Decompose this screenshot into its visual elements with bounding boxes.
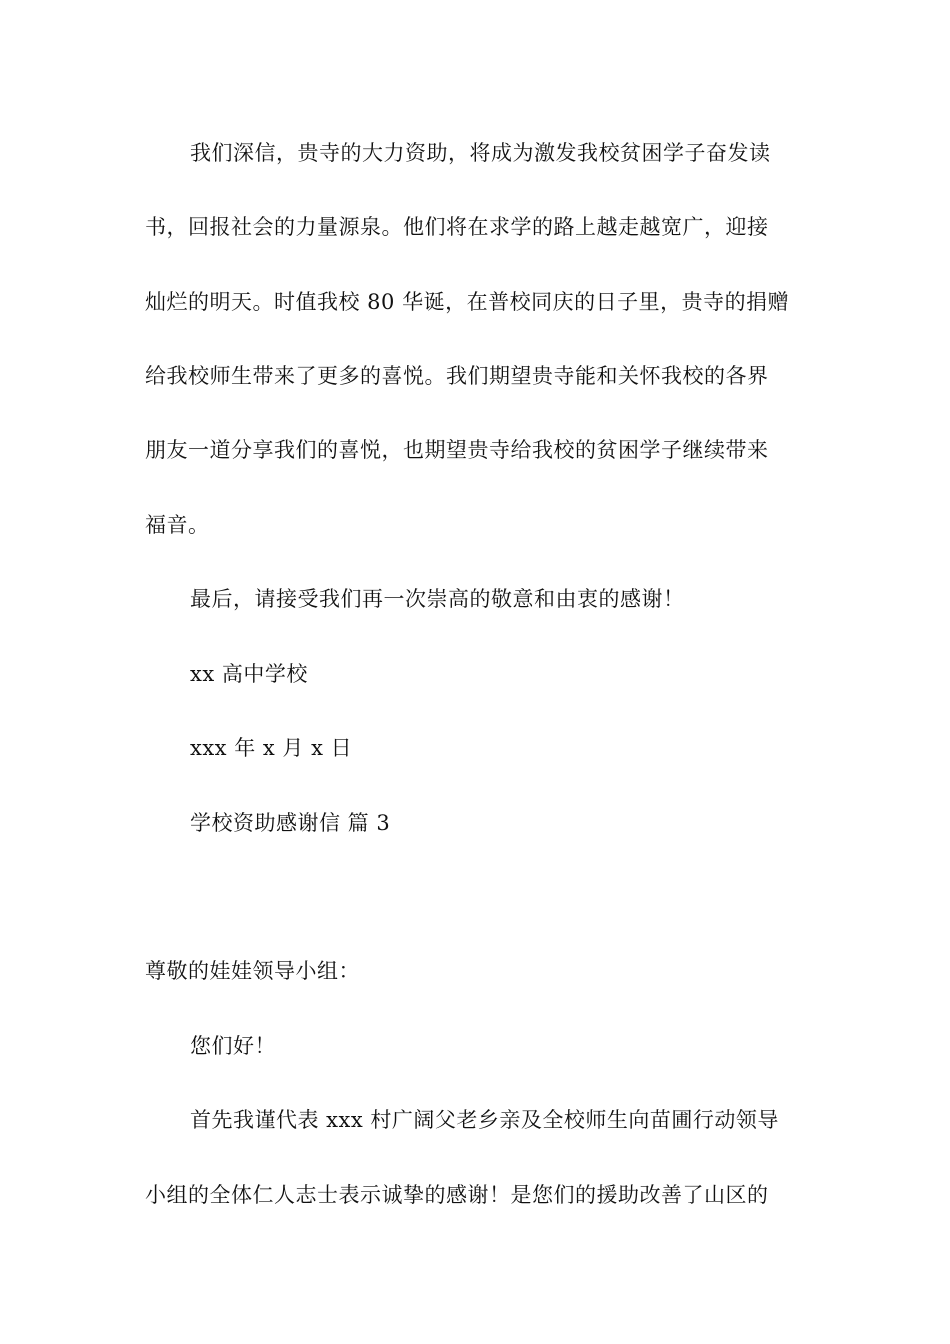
salutation: 尊敬的娃娃领导小组： [145,959,360,983]
paragraph-line: 灿烂的明天。时值我校 80 华诞，在普校同庆的日子里，贵寺的捐赠 [145,290,790,314]
section-title: 学校资助感谢信 篇 3 [190,811,391,835]
paragraph-line: 首先我谨代表 xxx 村广阔父老乡亲及全校师生向苗圃行动领导 [190,1108,779,1132]
greeting: 您们好！ [190,1034,276,1058]
closing-line: 最后，请接受我们再一次崇高的敬意和由衷的感谢！ [190,587,685,611]
signature-date: xxx 年 x 月 x 日 [190,736,353,760]
paragraph-line: 书，回报社会的力量源泉。他们将在求学的路上越走越宽广，迎接 [145,215,769,239]
paragraph-line: 我们深信，贵寺的大力资助，将成为激发我校贫困学子奋发读 [190,141,771,165]
signature-school: xx 高中学校 [190,662,308,686]
paragraph-line: 小组的全体仁人志士表示诚挚的感谢！是您们的援助改善了山区的 [145,1183,769,1207]
paragraph-line: 福音。 [145,513,210,537]
paragraph-line: 朋友一道分享我们的喜悦，也期望贵寺给我校的贫困学子继续带来 [145,438,769,462]
paragraph-line: 给我校师生带来了更多的喜悦。我们期望贵寺能和关怀我校的各界 [145,364,769,388]
